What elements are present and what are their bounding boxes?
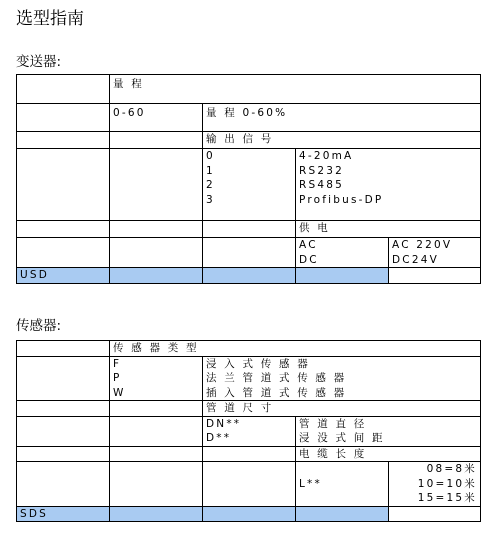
s-empty bbox=[17, 416, 110, 446]
t-empty bbox=[17, 104, 110, 132]
sensor-model: SDS bbox=[17, 506, 110, 522]
cable-label: 电 缆 长 度 bbox=[296, 446, 481, 462]
s-empty bbox=[110, 401, 203, 417]
page-title: 选型指南 bbox=[16, 9, 84, 29]
model-slot bbox=[110, 506, 203, 522]
output-code: 0 bbox=[206, 150, 215, 162]
type-code: P bbox=[113, 372, 122, 384]
range-value: 0-60 bbox=[110, 104, 203, 132]
t-empty bbox=[110, 149, 203, 221]
type-code: W bbox=[113, 386, 126, 399]
s-empty bbox=[17, 462, 110, 507]
s-empty bbox=[110, 416, 203, 446]
model-slot bbox=[203, 506, 296, 522]
type-code: F bbox=[113, 357, 122, 370]
s-empty bbox=[203, 462, 296, 507]
type-label: 传 感 器 类 型 bbox=[110, 341, 481, 357]
size-value: 浸 没 式 间 距 bbox=[299, 432, 385, 444]
cable-code: L** bbox=[296, 462, 389, 507]
t-empty bbox=[110, 132, 203, 149]
range-desc: 量 程 0-60% bbox=[203, 104, 481, 132]
transmitter-heading: 变送器: bbox=[16, 54, 62, 70]
s-empty bbox=[110, 446, 203, 462]
t-empty bbox=[203, 221, 296, 238]
model-slot bbox=[110, 268, 203, 284]
type-value: 插 入 管 道 式 传 感 器 bbox=[206, 386, 347, 399]
output-values bbox=[296, 149, 481, 221]
t-empty bbox=[203, 238, 296, 268]
s-empty bbox=[389, 506, 481, 522]
cable-value: 15=15米 bbox=[417, 492, 477, 504]
transmitter-model: USD bbox=[17, 268, 110, 284]
cable-value: 08=8米 bbox=[426, 463, 477, 475]
t-empty bbox=[110, 238, 203, 268]
cable-value: 10=10米 bbox=[417, 477, 477, 490]
t-empty bbox=[17, 221, 110, 238]
type-codes bbox=[110, 356, 203, 401]
size-code: D** bbox=[206, 432, 232, 444]
output-value: Profibus-DP bbox=[299, 193, 384, 206]
s-empty bbox=[17, 446, 110, 462]
size-values bbox=[296, 416, 481, 446]
size-value: 管 道 直 径 bbox=[299, 417, 367, 430]
transmitter-table bbox=[16, 74, 481, 284]
type-value: 法 兰 管 道 式 传 感 器 bbox=[206, 372, 347, 384]
t-empty bbox=[110, 221, 203, 238]
output-value: RS485 bbox=[299, 179, 345, 191]
output-label: 输 出 信 号 bbox=[203, 132, 481, 149]
s-empty bbox=[110, 462, 203, 507]
t-empty bbox=[389, 268, 481, 284]
s-empty bbox=[17, 341, 110, 357]
s-empty bbox=[203, 446, 296, 462]
t-empty bbox=[17, 75, 110, 104]
t-empty bbox=[17, 132, 110, 149]
power-label: 供 电 bbox=[296, 221, 481, 238]
output-value: RS232 bbox=[299, 164, 345, 177]
type-values bbox=[203, 356, 481, 401]
model-slot bbox=[296, 506, 389, 522]
sensor-heading: 传感器: bbox=[16, 318, 62, 334]
power-code: DC bbox=[299, 253, 319, 266]
sensor-table bbox=[16, 340, 481, 522]
output-value: 4-20mA bbox=[299, 150, 354, 162]
model-slot bbox=[203, 268, 296, 284]
output-code: 1 bbox=[206, 164, 215, 177]
cable-values bbox=[389, 462, 481, 507]
range-label: 量 程 bbox=[110, 75, 481, 104]
t-empty bbox=[17, 238, 110, 268]
output-code: 2 bbox=[206, 179, 215, 191]
size-label: 管 道 尺 寸 bbox=[203, 401, 481, 417]
model-slot bbox=[296, 268, 389, 284]
power-value: DC24V bbox=[392, 253, 439, 266]
size-code: DN** bbox=[206, 417, 242, 430]
output-codes bbox=[203, 149, 296, 221]
output-code: 3 bbox=[206, 193, 215, 206]
s-empty bbox=[17, 401, 110, 417]
power-code: AC bbox=[299, 239, 318, 251]
power-value: AC 220V bbox=[392, 239, 453, 251]
size-codes bbox=[203, 416, 296, 446]
power-codes bbox=[296, 238, 389, 268]
power-values bbox=[389, 238, 481, 268]
type-value: 浸 入 式 传 感 器 bbox=[206, 357, 310, 370]
s-empty bbox=[17, 356, 110, 401]
t-empty bbox=[17, 149, 110, 221]
